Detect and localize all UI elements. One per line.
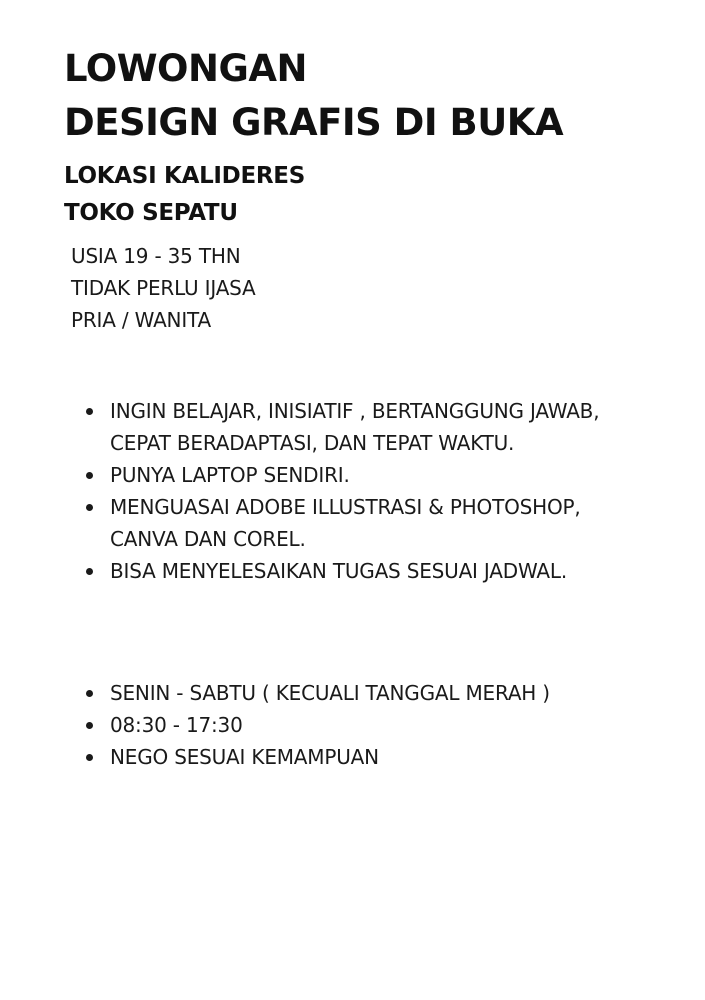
requirement-text: INGIN BELAJAR, INISIATIF , BERTANGGUNG JAWAB, CEPAT BERADAPTASI, DAN TEPAT WAKTU.: [110, 399, 600, 455]
schedule-hours-text: 08:30 - 17:30: [110, 713, 243, 737]
business-text: TOKO SEPATU: [64, 200, 238, 226]
bullet-icon: [86, 504, 93, 511]
list-item: [86, 491, 646, 555]
poster-title: [64, 42, 563, 150]
detail-age: USIA 19 - 35 THN: [71, 244, 241, 268]
title-line-1: LOWONGAN: [64, 47, 307, 90]
poster-subtitle: [64, 158, 305, 232]
salary-text: NEGO SESUAI KEMAMPUAN: [110, 745, 379, 769]
title-line-2: DESIGN GRAFIS DI BUKA: [64, 101, 564, 144]
schedule-days-text: SENIN - SABTU ( KECUALI TANGGAL MERAH ): [110, 681, 550, 705]
bullet-icon: [86, 690, 93, 697]
requirement-text: PUNYA LAPTOP SENDIRI.: [110, 463, 350, 487]
bullet-icon: [86, 408, 93, 415]
requirement-text: MENGUASAI ADOBE ILLUSTRASI & PHOTOSHOP, CANVA DAN COREL.: [110, 495, 581, 551]
bullet-icon: [86, 754, 93, 761]
bullet-icon: [86, 722, 93, 729]
list-item: [86, 555, 646, 587]
requirements-list: [86, 395, 646, 587]
detail-gender: PRIA / WANITA: [71, 308, 211, 332]
location-text: LOKASI KALIDERES: [64, 163, 305, 189]
list-item: [86, 709, 646, 741]
detail-education: TIDAK PERLU IJASA: [71, 276, 256, 300]
schedule-list: [86, 677, 646, 773]
list-item: [86, 677, 646, 709]
requirement-text: BISA MENYELESAIKAN TUGAS SESUAI JADWAL.: [110, 559, 568, 583]
list-item: [86, 395, 646, 459]
list-item: [86, 459, 646, 491]
bullet-icon: [86, 472, 93, 479]
applicant-details: [71, 240, 256, 336]
bullet-icon: [86, 568, 93, 575]
list-item: [86, 741, 646, 773]
